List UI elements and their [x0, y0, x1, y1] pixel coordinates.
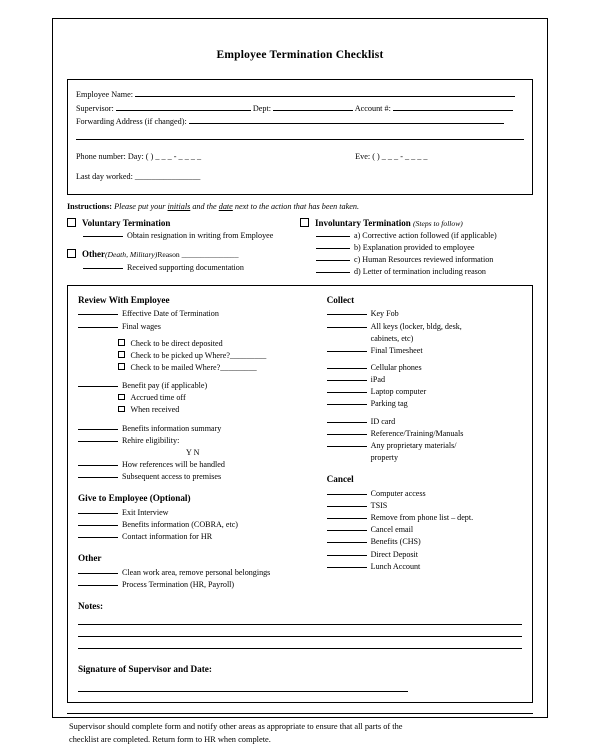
involuntary-termination-row[interactable] — [300, 217, 533, 231]
cancel-item-2[interactable] — [327, 512, 522, 524]
checkbox-icon[interactable] — [118, 351, 125, 358]
benefit-pay-item[interactable] — [78, 380, 321, 392]
collect-heading: Collect — [326, 294, 355, 305]
dept-input[interactable] — [273, 102, 353, 111]
cancel-item-4-label: Benefits (CHS) — [370, 537, 421, 547]
review-sub-item-0-label: Check to be direct deposited — [130, 338, 223, 348]
collect-item-6[interactable] — [327, 398, 522, 410]
other-termination-row[interactable] — [67, 248, 300, 262]
collect-item-8-label: Reference/Training/Manuals — [370, 428, 464, 438]
instructions-underline-2: date — [218, 201, 233, 211]
involuntary-item-2-label: c) Human Resources reviewed information — [354, 255, 494, 265]
dept-label: Dept: — [252, 103, 272, 113]
instructions-text-2: and the — [190, 201, 219, 211]
form-sheet — [52, 18, 548, 744]
cancel-item-6-label: Lunch Account — [370, 561, 421, 571]
other-termination-checkbox[interactable] — [67, 249, 76, 258]
involuntary-item-1-label: b) Explanation provided to employee — [354, 243, 475, 253]
forwarding-address-input-2[interactable] — [76, 130, 524, 140]
review-item-2[interactable] — [78, 423, 321, 435]
collect-item-1-label: All keys (locker, bldg, desk, — [370, 321, 462, 331]
voluntary-termination-label: Voluntary Termination — [82, 217, 171, 228]
footer-line-1: Supervisor should complete form and notify other areas as appropriate to ensure that all parts of the — [69, 722, 403, 732]
collect-item-4[interactable] — [327, 374, 522, 386]
collect-item-0[interactable] — [327, 308, 522, 320]
other-section-item-1-label: Process Termination (HR, Payroll) — [122, 580, 235, 590]
collect-item-7[interactable] — [327, 416, 522, 428]
give-item-1-label: Benefits information (COBRA, etc) — [122, 520, 238, 530]
cancel-item-5[interactable] — [327, 549, 522, 561]
signature-heading: Signature of Supervisor and Date: — [78, 664, 212, 675]
forwarding-address-input[interactable] — [189, 115, 504, 124]
checkbox-icon[interactable] — [118, 406, 125, 413]
collect-item-2[interactable] — [327, 345, 522, 357]
collect-item-5[interactable] — [327, 386, 522, 398]
rehire-eligibility-yn[interactable]: Y N — [186, 447, 200, 457]
involuntary-item-3[interactable] — [300, 266, 533, 278]
instructions-label: Instructions: — [67, 201, 113, 211]
voluntary-item-0-label: Obtain resignation in writing from Employee — [127, 231, 274, 241]
footer-divider — [67, 713, 533, 714]
employee-info-box — [67, 79, 533, 195]
employee-name-label: Employee Name: — [76, 90, 134, 99]
collect-item-4-label: iPad — [370, 375, 386, 385]
involuntary-item-0[interactable] — [300, 230, 533, 242]
cancel-item-1-label: TSIS — [370, 501, 388, 510]
review-item-0-label: Effective Date of Termination — [122, 309, 219, 319]
review-item-5[interactable] — [78, 471, 321, 483]
review-with-employee-heading: Review With Employee — [78, 294, 170, 305]
other-item-0-label: Received supporting documentation — [127, 262, 244, 272]
phone-eve-label: Eve: ( — [355, 152, 375, 162]
review-item-4-label: How references will be handled — [122, 459, 225, 469]
instructions — [67, 202, 533, 211]
voluntary-termination-row[interactable] — [67, 217, 300, 231]
collect-item-3[interactable] — [327, 362, 522, 374]
footer-note — [67, 721, 533, 746]
benefit-sub-item-0-label: Accrued time off — [130, 393, 186, 403]
collect-item-1-cont: cabinets, etc) — [370, 333, 414, 343]
voluntary-termination-checkbox[interactable] — [67, 218, 76, 227]
other-termination-note: (Death, Military) — [105, 250, 158, 260]
checkbox-icon[interactable] — [118, 394, 125, 401]
review-item-2-label: Benefits information summary — [122, 423, 222, 433]
collect-item-8[interactable] — [327, 428, 522, 440]
other-termination-label: Other — [82, 249, 105, 260]
other-item-0[interactable] — [67, 262, 300, 274]
involuntary-item-0-label: a) Corrective action followed (if applicable) — [354, 231, 497, 241]
involuntary-termination-note: (Steps to follow) — [413, 218, 463, 228]
account-label: Account #: — [354, 103, 391, 113]
cancel-heading: Cancel — [326, 474, 354, 485]
collect-item-6-label: Parking tag — [370, 399, 408, 409]
collect-item-9[interactable] — [327, 440, 522, 452]
review-item-4[interactable] — [78, 459, 321, 471]
notes-line-1[interactable] — [78, 616, 522, 625]
account-input[interactable] — [393, 102, 513, 111]
involuntary-item-1[interactable] — [300, 242, 533, 254]
collect-item-7-label: ID card — [370, 416, 396, 426]
cancel-item-0[interactable] — [327, 488, 522, 500]
involuntary-termination-checkbox[interactable] — [300, 218, 309, 227]
checklist-right-column — [327, 294, 522, 592]
benefit-sub-item-1[interactable] — [78, 404, 321, 416]
review-sub-item-2[interactable] — [78, 362, 321, 374]
involuntary-item-3-label: d) Letter of termination including reason — [354, 267, 486, 277]
other-section-item-1[interactable] — [78, 579, 321, 591]
involuntary-termination-label: Involuntary Termination — [315, 217, 411, 228]
phone-day-input[interactable]: ) _ _ _ - _ _ _ _ — [150, 152, 202, 162]
give-item-2-label: Contact information for HR — [122, 532, 213, 542]
collect-item-1[interactable] — [327, 321, 522, 333]
review-item-5-label: Subsequent access to premises — [122, 472, 222, 482]
collect-item-9-cont: property — [370, 452, 399, 462]
give-item-0[interactable] — [78, 507, 321, 519]
checklist-left-column — [78, 294, 327, 592]
notes-line-2[interactable] — [78, 628, 522, 637]
notes-line-3[interactable] — [78, 640, 522, 649]
forwarding-address-label: Forwarding Address (if changed): — [76, 117, 187, 127]
other-section-heading: Other — [78, 553, 102, 564]
supervisor-row — [76, 102, 524, 116]
supervisor-input[interactable] — [116, 102, 251, 111]
checklist-box — [67, 285, 533, 704]
benefit-sub-item-1-label: When received — [130, 405, 180, 415]
employee-name-input[interactable] — [135, 88, 515, 97]
instructions-text-3: next to the action that has been taken. — [232, 201, 360, 211]
supervisor-label: Supervisor: — [76, 103, 114, 113]
review-item-0[interactable] — [78, 308, 321, 320]
review-item-3[interactable] — [78, 435, 321, 447]
collect-item-2-label: Final Timesheet — [370, 345, 423, 355]
footer-line-2: checklist are completed. Return form to HR when complete. — [69, 734, 271, 744]
forwarding-address-row — [76, 115, 524, 129]
review-sub-item-2-label: Check to be mailed Where?_________ — [130, 362, 257, 372]
phone-day-label: Phone number: Day: ( — [76, 152, 149, 162]
review-item-1-label: Final wages — [122, 321, 161, 331]
cancel-item-3-label: Cancel email — [370, 525, 414, 535]
cancel-item-3[interactable] — [327, 524, 522, 536]
other-section-item-0-label: Clean work area, remove personal belongings — [122, 568, 271, 578]
other-termination-reason[interactable]: Reason _______________ — [157, 250, 239, 260]
page-title: Employee Termination Checklist — [216, 49, 384, 61]
notes-heading: Notes: — [78, 600, 104, 611]
checkbox-icon[interactable] — [118, 363, 125, 370]
give-item-2[interactable] — [78, 531, 321, 543]
benefit-pay-label: Benefit pay (if applicable) — [122, 381, 208, 391]
review-sub-item-0[interactable] — [78, 338, 321, 350]
involuntary-item-2[interactable] — [300, 254, 533, 266]
instructions-underline-1: initials — [167, 201, 191, 211]
cancel-item-6[interactable] — [327, 561, 522, 573]
instructions-text-1: Please put your — [114, 201, 168, 211]
phone-row — [76, 151, 524, 164]
collect-item-3-label: Cellular phones — [370, 362, 422, 372]
other-section-item-0[interactable] — [78, 567, 321, 579]
checkbox-icon[interactable] — [118, 339, 125, 346]
signature-line[interactable] — [78, 677, 408, 692]
collect-item-5-label: Laptop computer — [370, 387, 427, 397]
cancel-item-2-label: Remove from phone list – dept. — [370, 513, 474, 523]
review-sub-item-1-label: Check to be picked up Where?_________ — [130, 350, 267, 360]
review-sub-item-1[interactable] — [78, 350, 321, 362]
review-item-1[interactable] — [78, 321, 321, 333]
phone-eve-input[interactable]: ) _ _ _ - _ _ _ _ — [377, 152, 428, 162]
collect-item-9-label: Any proprietary materials/ — [370, 440, 457, 450]
collect-item-0-label: Key Fob — [370, 309, 399, 319]
voluntary-item-0[interactable] — [67, 230, 300, 242]
benefit-sub-item-0[interactable] — [78, 392, 321, 404]
cancel-item-4[interactable] — [327, 536, 522, 548]
cancel-item-0-label: Computer access — [370, 488, 426, 498]
last-day-row[interactable] — [76, 171, 524, 184]
cancel-item-5-label: Direct Deposit — [370, 549, 419, 559]
employee-name-row — [76, 88, 524, 102]
cancel-item-1[interactable] — [327, 500, 522, 512]
give-item-0-label: Exit Interview — [122, 508, 169, 517]
last-day-label: Last day worked: ________________ — [76, 171, 201, 181]
termination-type-block — [67, 217, 533, 279]
review-item-3-label: Rehire eligibility: — [122, 435, 180, 445]
give-item-1[interactable] — [78, 519, 321, 531]
give-to-employee-heading: Give to Employee (Optional) — [78, 493, 191, 504]
